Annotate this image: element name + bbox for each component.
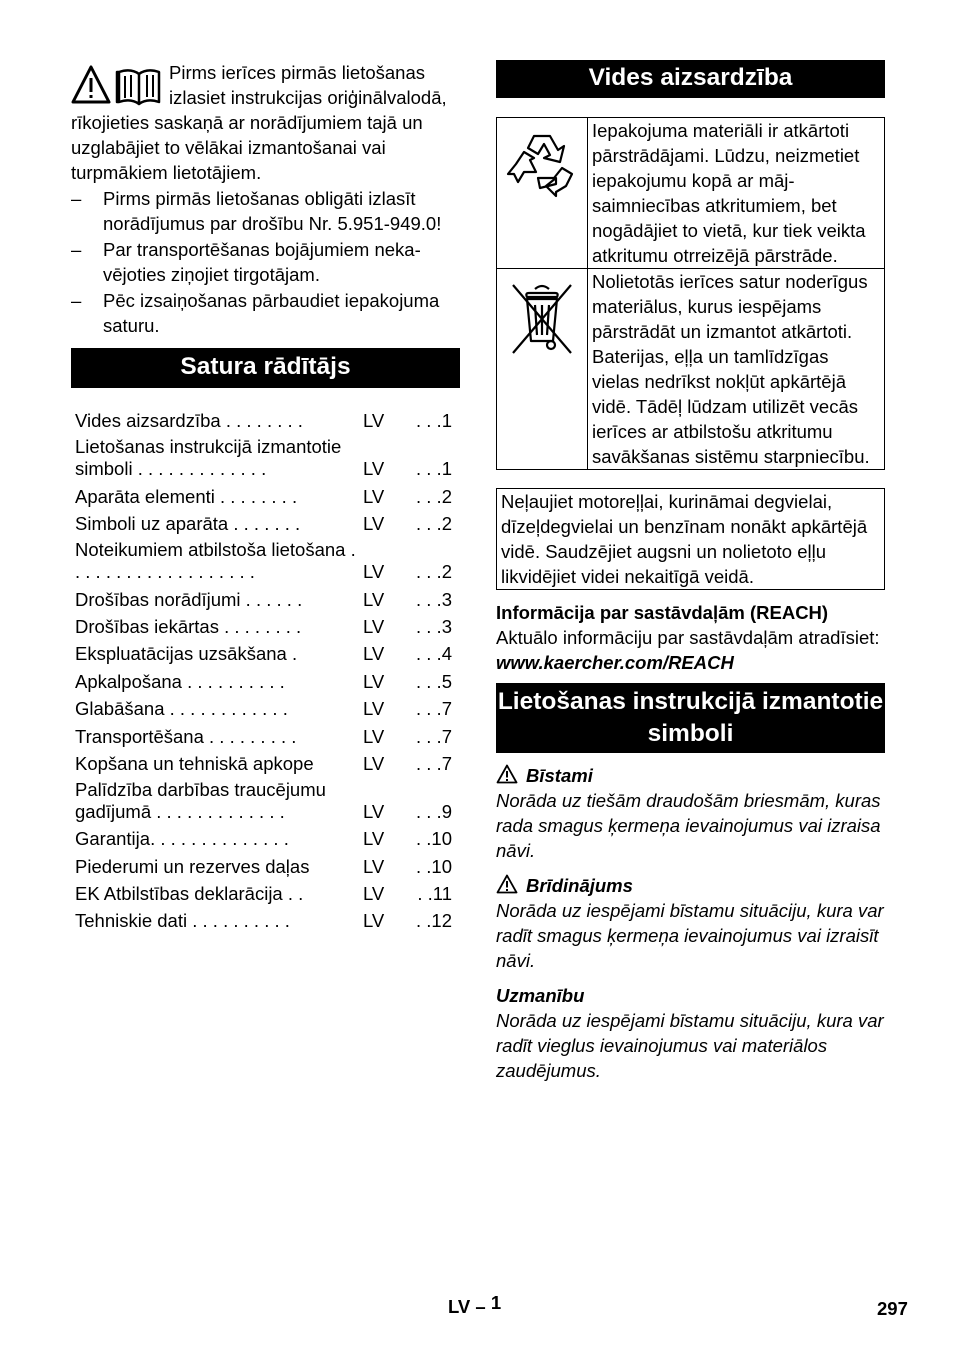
page-number: 297: [877, 1298, 908, 1319]
left-column: [71, 60, 460, 932]
reach-link[interactable]: www.kaercher.com/REACH: [496, 652, 734, 673]
toc-entry[interactable]: Noteikumiem atbilstoša lietošana . . . . . . . . . . . . . . . . . . . LV . . .2: [75, 539, 452, 583]
recycling-text: Iepakojuma materiāli ir atkārtoti pārstrādājami. Lūdzu, neizmetiet iepakojumu kopā ar mājsaimniecības atkritumiem, bet nogādājiet to vietā, kur tiek veikta atkritumu otrreizējā pārstrāde.: [588, 118, 885, 269]
environment-heading: Vides aizsardzība: [496, 60, 885, 98]
toc-heading: Satura rādītājs: [71, 348, 460, 388]
warning-triangle-icon: [496, 764, 518, 784]
table-row: [497, 269, 885, 470]
symbols-heading: Lietošanas instrukcijā izmantotie simboli: [496, 683, 885, 753]
toc-entry[interactable]: Apkalpošana . . . . . . . . . . LV . . .5: [75, 670, 452, 692]
caution-text: Norāda uz iespējami bīstamu situāciju, kura var radīt vieglus ievainojumus vai materiālos zaudējumus.: [496, 1010, 884, 1081]
crossed-bin-icon: [509, 279, 575, 357]
dash-bullet: –: [71, 188, 82, 209]
toc-entry[interactable]: Palīdzība darbības traucējumu gadījumā . . . . . . . . . . . . . LV . . .9: [75, 778, 452, 822]
table-row: [497, 118, 885, 269]
dash-bullet: –: [71, 239, 82, 260]
warning-heading: Brīdinājums: [496, 873, 885, 898]
reach-heading: Informācija par sastāvdaļām (REACH): [496, 602, 829, 623]
warning-triangle-icon: [496, 874, 518, 894]
toc-entry[interactable]: Transportēšana . . . . . . . . . LV . . .7: [75, 725, 452, 747]
warning-text: Norāda uz iespējami bīstamu situāciju, kura var radīt smagus ķermeņa ievainojumus vai izraisīt nāvi.: [496, 900, 884, 971]
caution-heading: Uzmanību: [496, 985, 585, 1006]
recycling-icon: [504, 128, 580, 200]
environment-table: [496, 117, 885, 470]
list-item: – Pēc izsaiņošanas pārbaudiet iepakojuma saturu.: [71, 290, 440, 336]
toc-entry[interactable]: Piederumi un rezerves daļas LV . .10: [75, 855, 452, 877]
toc-entry[interactable]: Drošības iekārtas . . . . . . . . LV . . .3: [75, 615, 452, 637]
reach-text: Aktuālo informāciju par sastāvdaļām atradīsiet:: [496, 627, 880, 648]
footer-section-label: LV – 1: [448, 1292, 502, 1317]
danger-heading: Bīstami: [496, 763, 885, 788]
toc-entry[interactable]: Lietošanas instrukcijā izmantotie simboli . . . . . . . . . . . . . LV . . .1: [75, 436, 452, 480]
disposal-text: Nolietotās ierīces satur noderīgus materiālus, kurus iespējams pārstrādāt un izmantot atkārtoti. Baterijas, eļļa un tamlīdzīgas vielas nedrīkst nokļūt apkārtējā vidē. Tādēļ lūdzam utilizēt vecās ierīces ar atbilstošu atkritumu savākšanas sistēmu starpniecību.: [588, 269, 885, 470]
intro-bullets: [71, 186, 460, 338]
intro-text: Pirms ierīces pirmās lietošanas izlasiet instrukcijas oriģinālvalodā, rīkojieties saskaņā ar norādījumiem tajā un uzglabājiet to vēlākai izmantošanai vai turpmākiem lietotājiem.: [71, 62, 447, 183]
toc-entry[interactable]: EK Atbilstības deklarācija . . LV . .11: [75, 883, 452, 905]
toc-entry[interactable]: Tehniskie dati . . . . . . . . . . LV . .12: [75, 910, 452, 932]
toc-entry[interactable]: Vides aizsardzība . . . . . . . . LV . . .1: [75, 410, 452, 432]
warning-manual-icon: [71, 64, 163, 108]
toc-entry[interactable]: Kopšana un tehniskā apkope LV . . .7: [75, 752, 452, 774]
oil-notice: Neļaujiet motoreļļai, kurināmai degvielai, dīzeļdegvielai un benzīnam nonākt apkārtējā vidē. Saudzējiet augsni un nolietoto eļļu likvidējiet videi nekaitīgā veidā.: [496, 488, 885, 590]
toc-entry[interactable]: Drošības norādījumi . . . . . . LV . . .3: [75, 588, 452, 610]
toc-entry[interactable]: Simboli uz aparāta . . . . . . . LV . . .2: [75, 513, 452, 535]
dash-bullet: –: [71, 290, 82, 311]
toc-entry[interactable]: Aparāta elementi . . . . . . . . LV . . .2: [75, 485, 452, 507]
list-item: – Par transportēšanas bojājumiem nekavējoties ziņojiet tirgotājam.: [71, 239, 421, 285]
toc-entry[interactable]: Garantija. . . . . . . . . . . . . . LV . .10: [75, 828, 452, 850]
right-column: [496, 60, 885, 1083]
toc-entry[interactable]: Glabāšana . . . . . . . . . . . . LV . . .7: [75, 698, 452, 720]
danger-text: Norāda uz tiešām draudošām briesmām, kuras rada smagus ķermeņa ievainojumus vai izraisa nāvi.: [496, 790, 881, 861]
list-item: – Pirms pirmās lietošanas obligāti izlasīt norādījumus par drošību Nr. 5.951-949.0!: [71, 188, 442, 234]
table-of-contents: [71, 405, 460, 932]
intro-block: [71, 60, 460, 338]
toc-entry[interactable]: Ekspluatācijas uzsākšana . LV . . .4: [75, 643, 452, 665]
